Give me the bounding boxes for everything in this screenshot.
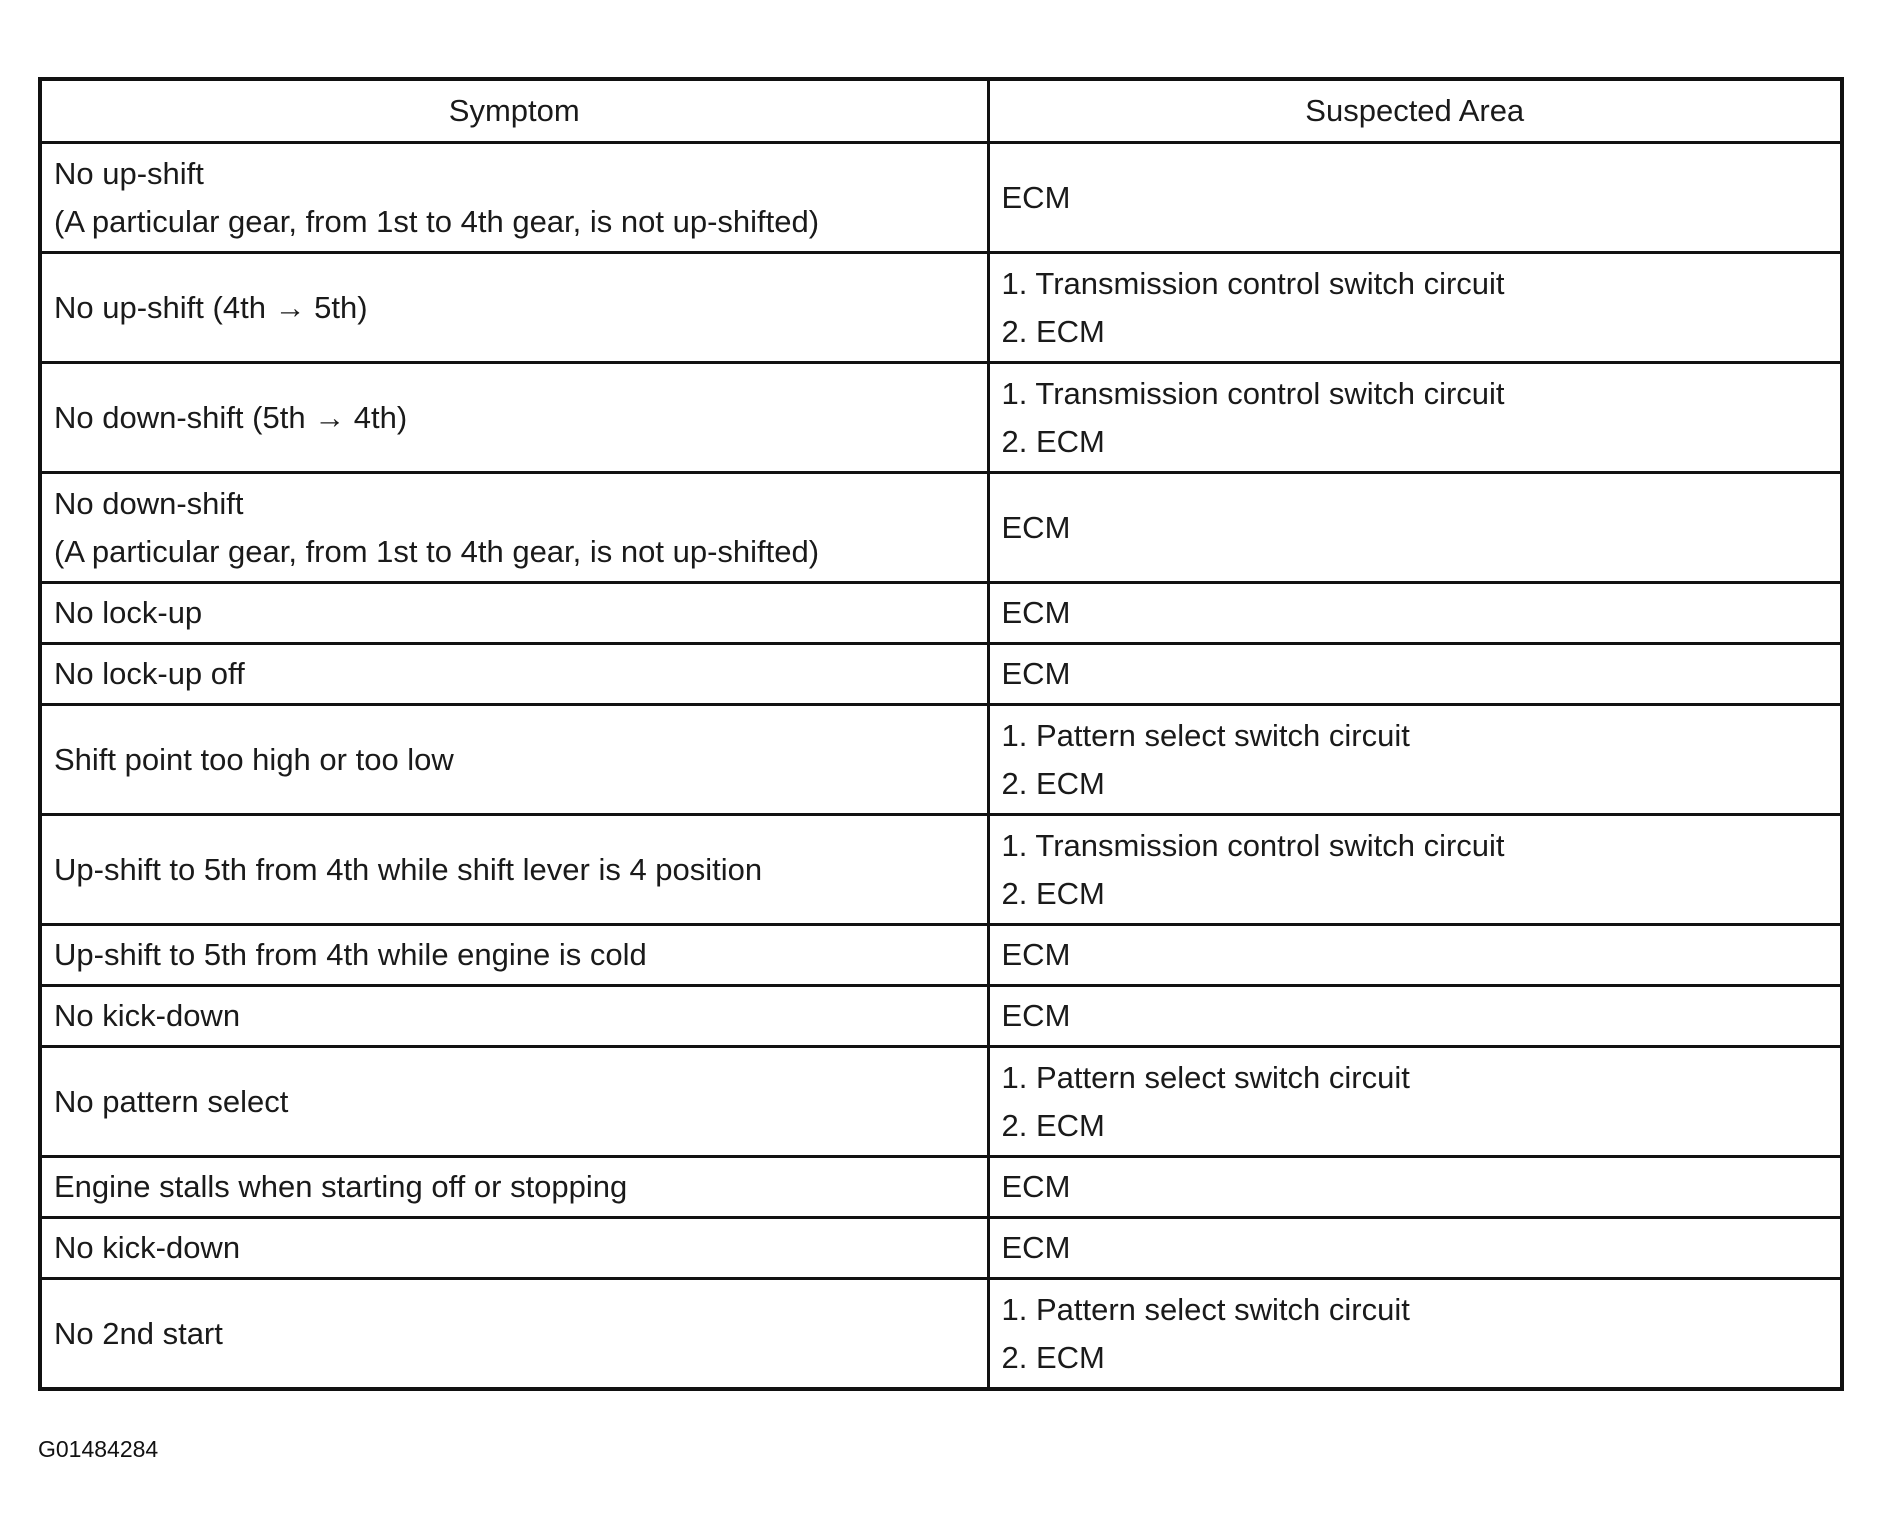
symptom-table [38, 77, 1844, 1391]
symptom-text: No up-shift [54, 155, 204, 191]
suspected-area-text: 2. ECM [1001, 1339, 1105, 1375]
table-row [40, 1047, 1842, 1157]
symptom-text: No 2nd start [54, 1315, 223, 1351]
table-row [40, 1279, 1842, 1390]
table-row [40, 473, 1842, 583]
symptom-text: Engine stalls when starting off or stopping [54, 1169, 628, 1204]
suspected-area-cell [988, 1047, 1842, 1157]
suspected-area-cell [988, 473, 1842, 583]
symptom-text: No lock-up [54, 595, 203, 630]
symptom-cell [40, 1218, 988, 1279]
symptom-text: Shift point too high or too low [54, 741, 454, 777]
table-body [40, 143, 1842, 1390]
suspected-area-text: 1. Transmission control switch circuit [1001, 827, 1505, 863]
suspected-area-cell [988, 1157, 1842, 1218]
suspected-area-text: 1. Transmission control switch circuit [1001, 265, 1505, 301]
symptom-cell [40, 1157, 988, 1218]
suspected-area-cell [988, 815, 1842, 925]
symptom-text: No kick-down [54, 1230, 241, 1265]
symptom-cell [40, 925, 988, 986]
suspected-area-text: 2. ECM [1001, 313, 1105, 349]
table-row [40, 1157, 1842, 1218]
suspected-area-text: 1. Pattern select switch circuit [1001, 717, 1410, 753]
suspected-area-cell [988, 363, 1842, 473]
suspected-area-text: 1. Pattern select switch circuit [1001, 1291, 1410, 1327]
table-row [40, 925, 1842, 986]
suspected-area-text: 1. Pattern select switch circuit [1001, 1059, 1410, 1095]
suspected-area-text: ECM [1001, 1230, 1071, 1265]
symptom-text: No down-shift [54, 485, 244, 521]
symptom-text: (A particular gear, from 1st to 4th gear, is not up-shifted) [54, 533, 820, 569]
suspected-area-cell [988, 583, 1842, 644]
symptom-cell [40, 363, 988, 473]
table-row [40, 253, 1842, 363]
symptom-cell [40, 253, 988, 363]
table-row [40, 644, 1842, 705]
suspected-area-text: ECM [1001, 595, 1071, 630]
suspected-area-text: 2. ECM [1001, 765, 1105, 801]
header-symptom: Symptom [40, 79, 988, 143]
symptom-text: No down-shift (5th → 4th) [54, 399, 408, 435]
suspected-area-text: ECM [1001, 1169, 1071, 1204]
table-row [40, 363, 1842, 473]
suspected-area-cell [988, 986, 1842, 1047]
diagnosis-sheet [38, 77, 1844, 1391]
symptom-text: Up-shift to 5th from 4th while engine is cold [54, 937, 647, 972]
suspected-area-cell [988, 1218, 1842, 1279]
symptom-cell [40, 986, 988, 1047]
symptom-cell [40, 473, 988, 583]
symptom-text: (A particular gear, from 1st to 4th gear, is not up-shifted) [54, 203, 820, 239]
suspected-area-cell [988, 644, 1842, 705]
suspected-area-text: 2. ECM [1001, 1107, 1105, 1143]
symptom-cell [40, 705, 988, 815]
suspected-area-text: 2. ECM [1001, 875, 1105, 911]
symptom-text: No up-shift (4th → 5th) [54, 289, 368, 325]
table-row [40, 815, 1842, 925]
symptom-text: No pattern select [54, 1083, 289, 1119]
suspected-area-cell [988, 1279, 1842, 1390]
header-suspected-area: Suspected Area [988, 79, 1842, 143]
table-row [40, 583, 1842, 644]
suspected-area-text: 1. Transmission control switch circuit [1001, 375, 1505, 411]
table-row [40, 705, 1842, 815]
suspected-area-text: ECM [1001, 656, 1071, 691]
symptom-cell [40, 143, 988, 253]
symptom-cell [40, 583, 988, 644]
suspected-area-cell [988, 705, 1842, 815]
table-row [40, 1218, 1842, 1279]
symptom-cell [40, 644, 988, 705]
suspected-area-text: ECM [1001, 509, 1071, 545]
table-row [40, 986, 1842, 1047]
symptom-cell [40, 815, 988, 925]
symptom-cell [40, 1047, 988, 1157]
suspected-area-text: 2. ECM [1001, 423, 1105, 459]
suspected-area-text: ECM [1001, 179, 1071, 215]
suspected-area-cell [988, 143, 1842, 253]
table-header-row [40, 79, 1842, 143]
symptom-text: No kick-down [54, 998, 241, 1033]
table-row [40, 143, 1842, 253]
symptom-cell [40, 1279, 988, 1390]
suspected-area-cell [988, 253, 1842, 363]
suspected-area-text: ECM [1001, 998, 1071, 1033]
symptom-text: No lock-up off [54, 656, 245, 691]
suspected-area-cell [988, 925, 1842, 986]
suspected-area-text: ECM [1001, 937, 1071, 972]
symptom-text: Up-shift to 5th from 4th while shift lever is 4 position [54, 851, 763, 887]
figure-id: G01484284 [38, 1436, 159, 1462]
